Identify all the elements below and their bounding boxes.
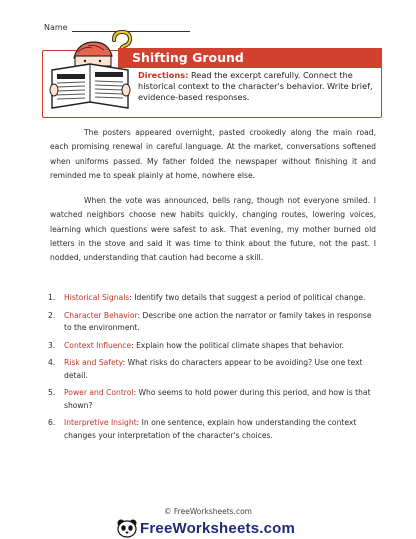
question-list [48, 292, 380, 447]
question-item [48, 340, 380, 353]
passage-paragraph: The posters appeared overnight, pasted crookedly along the main road, each promising renewal in careful language. At the market, conversations softened when uniforms passed. My father folded the newspaper without finishing it and reminded me to speak plainly at home, nowhere else. [50, 128, 376, 180]
reading-passage [50, 126, 376, 277]
question-number: 3. [48, 340, 56, 350]
directions [138, 70, 374, 103]
question-number: 5. [48, 388, 56, 397]
question-term: Interpretive Insight [64, 418, 137, 427]
question-text: : What risks do characters appear to be avoiding? Use one text detail. [64, 358, 363, 380]
question-item [48, 387, 380, 412]
question-item [48, 310, 380, 335]
question-item [48, 357, 380, 382]
question-text: : Describe one action the narrator or family takes in response to the environment. [64, 310, 372, 332]
question-text: : In one sentence, explain how understanding the context changes your interpretation of the character's choices. [64, 418, 357, 440]
footer-url[interactable]: © FreeWorksheets.com [164, 507, 252, 516]
question-number: 4. [48, 358, 56, 367]
brand-logo[interactable] [114, 519, 295, 537]
question-term: Historical Signals [64, 293, 130, 302]
panda-logo-icon [114, 518, 140, 538]
passage-paragraph: When the vote was announced, bells rang, though not everyone smiled. I watched neighbors choose new habits quickly, changing routes, lowering voices, learning which questions were safest to ask. That evening, my mother burned old letters in the stove and said it was time to think about the future, not the past. I nodded, understanding that caution had become a skill. [50, 196, 376, 263]
name-label: Name [44, 23, 68, 32]
question-text: : Explain how the political climate shapes that behavior. [131, 340, 345, 350]
question-item [48, 417, 380, 442]
question-number: 2. [48, 310, 56, 320]
brand-name: FreeWorksheets.com [140, 519, 296, 537]
question-term: Risk and Safety [64, 358, 123, 367]
question-term: Power and Control [64, 388, 134, 397]
question-text: : Identify two details that suggest a period of political change. [129, 293, 366, 302]
question-item [48, 292, 380, 305]
question-term: Character Behavior [64, 310, 138, 320]
question-number: 1. [48, 293, 56, 302]
directions-label: Directions: [138, 70, 189, 80]
question-term: Context Influence [64, 340, 132, 350]
worksheet-title: Shifting Ground [118, 48, 382, 68]
question-number: 6. [48, 418, 56, 427]
question-text: : Who seems to hold power during this period, and how is that shown? [64, 388, 371, 410]
directions-text: Read the excerpt carefully. Connect the historical context to the character's behavior. Write brief, evidence-based responses. [138, 70, 373, 102]
newspaper-reader-illustration [44, 30, 136, 112]
